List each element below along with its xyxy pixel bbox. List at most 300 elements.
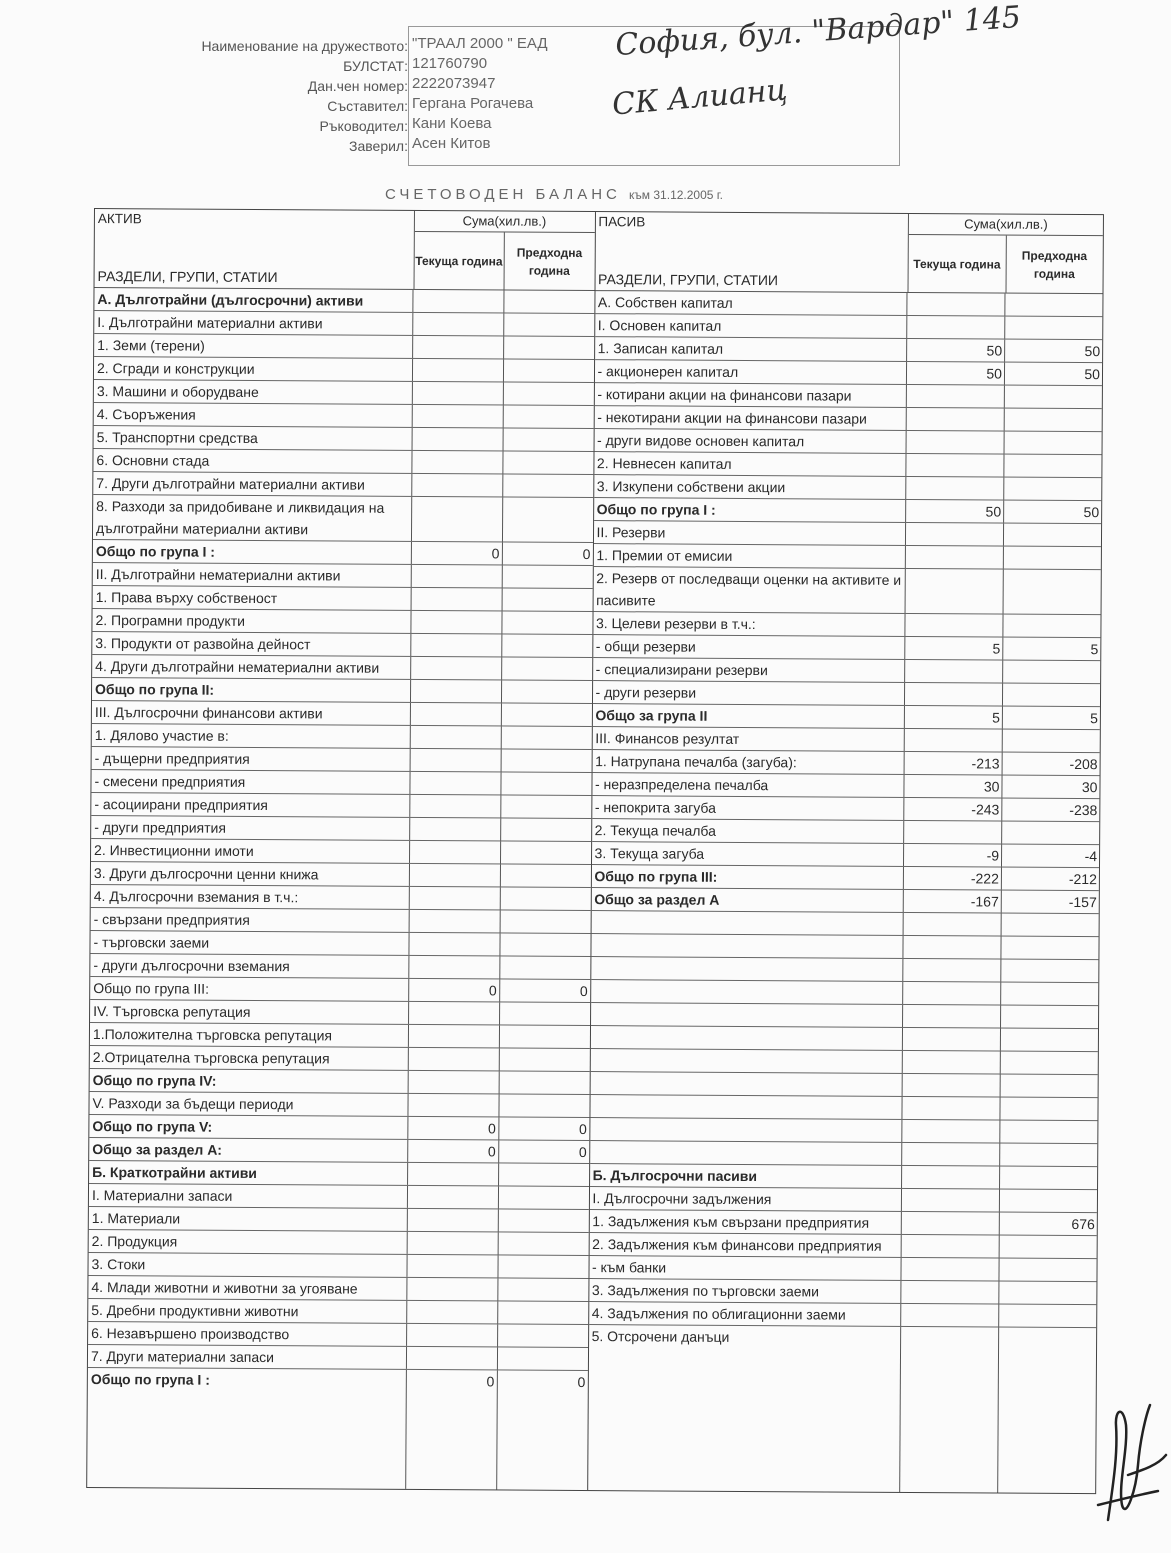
previous-year-value	[1001, 983, 1098, 1006]
assets-header-subtitle: РАЗДЕЛИ, ГРУПИ, СТАТИИ	[97, 268, 278, 286]
current-year-value	[902, 1120, 1000, 1143]
current-year-value	[410, 703, 501, 726]
table-row	[92, 632, 592, 658]
row-label: 6. Основни стада	[93, 449, 412, 473]
current-year-value	[907, 408, 1005, 431]
assets-col-current: Текуща година	[414, 232, 505, 290]
table-row	[92, 747, 592, 773]
previous-year-value	[999, 1305, 1096, 1328]
previous-year-value	[1000, 1121, 1097, 1144]
table-row	[89, 1161, 589, 1187]
row-label	[591, 980, 904, 1004]
current-year-value	[410, 841, 501, 864]
current-year-value	[412, 428, 503, 451]
previous-year-value	[503, 383, 593, 406]
previous-year-value	[1004, 570, 1101, 615]
current-year-value: 5	[905, 706, 1003, 729]
table-row	[89, 1115, 589, 1141]
table-row	[592, 796, 1100, 822]
row-label: Общо по група III:	[90, 977, 409, 1001]
table-row	[589, 1279, 1097, 1305]
row-label: I. Дълготрайни материални активи	[94, 311, 413, 335]
current-year-value	[904, 821, 1002, 844]
previous-year-value	[1003, 684, 1100, 707]
current-year-value	[412, 382, 503, 405]
table-row	[93, 586, 593, 612]
row-label: - акционерен капитал	[594, 360, 907, 384]
row-label: - други предприятия	[91, 816, 410, 840]
table-row	[90, 954, 590, 980]
row-label: 4. Задължения по облигационни заеми	[589, 1302, 902, 1326]
liabilities-col-current: Текуща година	[909, 235, 1007, 293]
table-row	[591, 888, 1099, 914]
current-year-value	[409, 864, 500, 887]
row-label	[590, 1049, 903, 1073]
current-year-value	[901, 1304, 999, 1327]
row-label: 3. Стоки	[88, 1253, 407, 1277]
row-label: 3. Машини и оборудване	[94, 380, 413, 404]
header-label: Дан.чен номер:	[307, 78, 408, 94]
previous-year-value	[504, 314, 594, 337]
row-label: - котирани акции на финансови пазари	[594, 383, 907, 407]
table-row	[591, 1003, 1099, 1029]
row-label: - свързани предприятия	[91, 908, 410, 932]
previous-year-value	[503, 452, 593, 475]
row-label: 8. Разходи за придобиване и ликвидация на дълготрайни материални активи	[93, 495, 412, 541]
row-label	[590, 1026, 903, 1050]
table-row	[90, 977, 590, 1003]
row-label: 5. Дребни продуктивни животни	[88, 1299, 407, 1323]
table-row	[593, 658, 1101, 684]
previous-year-value	[1005, 317, 1102, 340]
previous-year-value	[500, 887, 590, 910]
header-value: Кани Коева	[412, 115, 492, 132]
header-value: Асен Китов	[412, 135, 491, 152]
table-row	[94, 403, 594, 429]
current-year-value	[410, 680, 501, 703]
current-year-value: 5	[905, 637, 1003, 660]
row-label: 1. Премии от емисии	[593, 544, 906, 568]
table-row	[89, 1230, 589, 1256]
row-label: 1. Земи (терени)	[94, 334, 413, 358]
previous-year-value	[502, 498, 592, 543]
liabilities-side	[588, 212, 1103, 1493]
previous-year-value	[500, 933, 590, 956]
table-row	[593, 567, 1101, 615]
row-label: - други видове основен капитал	[594, 429, 907, 453]
table-row	[94, 334, 594, 360]
previous-year-value	[998, 1328, 1096, 1494]
row-label: 3. Задължения по търговски заеми	[589, 1279, 902, 1303]
row-label	[591, 911, 904, 935]
previous-year-value	[501, 680, 591, 703]
current-year-value	[902, 1097, 1000, 1120]
previous-year-value: 0	[578, 1143, 587, 1161]
row-label: 2. Текуща печалба	[592, 819, 905, 843]
current-year-value	[410, 726, 501, 749]
previous-year-value	[1001, 1052, 1098, 1075]
current-year-value: 50	[907, 339, 1005, 362]
current-year-value	[904, 913, 1002, 936]
current-year-value	[407, 1232, 498, 1255]
previous-year-value	[503, 429, 593, 452]
previous-year-value	[1005, 432, 1102, 455]
row-label: Общо по група I :	[594, 498, 907, 522]
previous-year-value	[999, 1282, 1096, 1305]
previous-year-value	[499, 1048, 589, 1071]
current-year-value	[413, 313, 504, 336]
current-year-value	[411, 611, 502, 634]
row-label: 1. Натрупана печалба (загуба):	[592, 750, 905, 774]
current-year-value	[411, 588, 502, 611]
previous-year-value	[499, 1025, 589, 1048]
row-label: - други дългосрочни вземания	[90, 954, 409, 978]
table-row	[94, 288, 594, 314]
current-year-value	[407, 1278, 498, 1301]
header-label: БУЛСТАТ:	[343, 58, 408, 74]
previous-year-value	[504, 291, 594, 314]
previous-year-value: 0	[579, 1120, 587, 1138]
table-row	[89, 1184, 589, 1210]
table-row	[92, 655, 592, 681]
row-label: 7. Други материални запаси	[88, 1345, 407, 1369]
row-label: 1. Права върху собственост	[93, 586, 412, 610]
current-year-value	[903, 1005, 1001, 1028]
handwritten-address: София, бул. "Вардар" 145	[614, 0, 1023, 64]
table-row	[594, 429, 1102, 455]
header-value: "ТРААЛ 2000 " ЕАД	[412, 35, 548, 52]
current-year-value	[406, 1347, 497, 1370]
table-row	[591, 842, 1099, 868]
row-label	[590, 1118, 903, 1142]
row-label: - смесени предприятия	[91, 770, 410, 794]
previous-year-value	[1005, 294, 1102, 317]
row-label: 2. Невнесен капитал	[594, 452, 907, 476]
previous-year-value	[501, 818, 591, 841]
table-row	[93, 495, 593, 543]
header-value: Гергана Рогачева	[412, 95, 534, 112]
row-label: Общо за раздел А	[591, 888, 904, 912]
current-year-value	[901, 1281, 999, 1304]
current-year-value: 50	[907, 362, 1005, 385]
header-label: Заверил:	[349, 138, 408, 154]
assets-rows	[87, 288, 594, 1490]
assets-sum-caption: Сума(хил.лв.)	[414, 211, 594, 233]
previous-year-value	[500, 956, 590, 979]
table-row	[91, 793, 591, 819]
previous-year-value	[1000, 1190, 1097, 1213]
row-label: 6. Незавършено производство	[88, 1322, 407, 1346]
row-label: Б. Краткотрайни активи	[89, 1161, 408, 1185]
row-label: Общо по група I :	[93, 540, 412, 564]
row-label: - специализирани резерви	[593, 658, 906, 682]
table-row	[90, 1000, 590, 1026]
balance-sheet-table	[86, 208, 1104, 1494]
table-row	[594, 406, 1102, 432]
row-label: 7. Други дълготрайни материални активи	[93, 472, 412, 496]
current-year-value	[906, 569, 1004, 614]
previous-year-value	[499, 1163, 589, 1186]
previous-year-value	[1001, 937, 1098, 960]
previous-year-value: 50	[1084, 343, 1101, 360]
previous-year-value	[502, 657, 592, 680]
table-row	[592, 773, 1100, 799]
header-label: Съставител:	[327, 98, 408, 114]
signature-mark	[1088, 1395, 1168, 1525]
table-row	[92, 701, 592, 727]
previous-year-value	[1000, 1098, 1097, 1121]
row-label: III. Дългосрочни финансови активи	[92, 701, 411, 725]
current-year-value	[902, 1143, 1000, 1166]
current-year-value	[412, 474, 503, 497]
row-label: - към банки	[589, 1256, 902, 1280]
previous-year-value	[1004, 455, 1101, 478]
row-label: 5. Отсрочени данъци	[588, 1325, 902, 1492]
current-year-value	[902, 1235, 1000, 1258]
row-label: Общо по група IV:	[90, 1069, 409, 1093]
row-label: - асоциирани предприятия	[91, 793, 410, 817]
table-row	[88, 1322, 588, 1348]
previous-year-value	[501, 726, 591, 749]
current-year-value	[903, 1028, 1001, 1051]
current-year-value	[905, 683, 1003, 706]
current-year-value	[907, 293, 1005, 316]
previous-year-value: 5	[1090, 710, 1098, 727]
table-row	[92, 609, 592, 635]
row-label	[591, 957, 904, 981]
current-year-value: 30	[904, 775, 1002, 798]
row-label: I. Основен капитал	[595, 314, 908, 338]
previous-year-value	[502, 612, 592, 635]
handwritten-org: СК Алианц	[610, 72, 789, 123]
table-row	[91, 908, 591, 934]
row-label: 3. Продукти от развойна дейност	[92, 632, 411, 656]
row-label	[590, 1141, 903, 1165]
table-row	[590, 1072, 1098, 1098]
table-row	[89, 1138, 589, 1164]
assets-header-title: АКТИВ	[97, 211, 142, 227]
previous-year-value	[501, 749, 591, 772]
table-row	[592, 819, 1100, 845]
document-title	[385, 186, 723, 203]
previous-year-value	[1004, 547, 1101, 570]
previous-year-value: -4	[1084, 848, 1098, 865]
current-year-value	[409, 933, 500, 956]
current-year-value	[903, 1074, 1001, 1097]
previous-year-value	[1002, 822, 1099, 845]
table-row	[594, 452, 1102, 478]
current-year-value	[413, 336, 504, 359]
current-year-value	[411, 634, 502, 657]
table-row	[588, 1325, 1096, 1493]
previous-year-value	[504, 337, 594, 360]
current-year-value	[407, 1209, 498, 1232]
row-label: - търговски заеми	[90, 931, 409, 955]
row-label: 1. Дялово участие в:	[92, 724, 411, 748]
current-year-value: -213	[905, 752, 1003, 775]
current-year-value	[905, 729, 1003, 752]
row-label: 4. Дългосрочни вземания в т.ч.:	[91, 885, 410, 909]
table-row	[592, 727, 1100, 753]
assets-col-previous: Предходна година	[516, 245, 583, 278]
assets-side	[87, 209, 595, 1490]
header-label: Ръководител:	[319, 118, 408, 134]
previous-year-value	[1000, 1167, 1097, 1190]
table-row	[93, 540, 593, 566]
table-row	[91, 862, 591, 888]
liabilities-sum-caption: Сума(хил.лв.)	[909, 214, 1103, 236]
previous-year-value: 5	[1090, 641, 1099, 658]
previous-year-value	[503, 360, 593, 383]
current-year-value	[902, 1212, 1000, 1235]
previous-year-value: -157	[1068, 893, 1097, 911]
previous-year-value	[498, 1232, 588, 1255]
previous-year-value	[498, 1209, 588, 1232]
row-label: - общи резерви	[593, 635, 906, 659]
table-row	[594, 498, 1102, 524]
previous-year-value: 30	[1081, 779, 1098, 796]
row-label	[590, 1072, 903, 1096]
current-year-value	[411, 497, 502, 542]
row-label: 3. Целеви резерви в т.ч.:	[593, 612, 906, 636]
row-label: 1. Материали	[89, 1207, 408, 1231]
previous-year-value	[501, 795, 591, 818]
current-year-value	[903, 982, 1001, 1005]
row-label	[590, 1095, 903, 1119]
table-row	[91, 816, 591, 842]
table-row	[594, 360, 1102, 386]
table-row	[93, 563, 593, 589]
current-year-value: -9	[904, 844, 1002, 867]
previous-year-value	[1005, 386, 1102, 409]
row-label: - дъщерни предприятия	[92, 747, 411, 771]
current-year-value	[407, 1324, 498, 1347]
title-sub: към 31.12.2005 г.	[629, 188, 724, 202]
table-row	[592, 704, 1100, 730]
table-row	[591, 934, 1099, 960]
table-row	[590, 1164, 1098, 1190]
table-row	[88, 1276, 588, 1302]
previous-year-value	[1004, 478, 1101, 501]
table-row	[591, 865, 1099, 891]
current-year-value	[903, 1051, 1001, 1074]
current-year-value: 0	[406, 1370, 498, 1490]
current-year-value	[410, 772, 501, 795]
current-year-value	[409, 1002, 500, 1025]
current-year-value	[409, 887, 500, 910]
current-year-value	[907, 431, 1005, 454]
current-year-value	[901, 1258, 999, 1281]
row-label: 2.Отрицателна търговска репутация	[90, 1046, 409, 1070]
current-year-value	[410, 749, 501, 772]
previous-year-value	[498, 1186, 588, 1209]
current-year-value	[906, 523, 1004, 546]
table-row	[590, 1141, 1098, 1167]
current-year-value	[411, 565, 502, 588]
table-row	[94, 357, 594, 383]
current-year-value	[408, 1094, 499, 1117]
previous-year-value	[999, 1259, 1096, 1282]
previous-year-value	[500, 1002, 590, 1025]
current-year-value	[408, 1071, 499, 1094]
row-label: III. Финансов резултат	[592, 727, 905, 751]
table-row	[589, 1233, 1097, 1259]
previous-year-value	[1001, 960, 1098, 983]
current-year-value	[907, 385, 1005, 408]
row-label: - други резерви	[592, 681, 905, 705]
table-row	[591, 911, 1099, 937]
current-year-value: 0	[408, 1140, 499, 1163]
table-row	[591, 980, 1099, 1006]
previous-year-value	[501, 772, 591, 795]
table-row	[593, 544, 1101, 570]
current-year-value	[409, 910, 500, 933]
table-row	[89, 1207, 589, 1233]
current-year-value	[412, 451, 503, 474]
table-row	[93, 449, 593, 475]
current-year-value	[407, 1301, 498, 1324]
table-row	[594, 475, 1102, 501]
row-label: V. Разходи за бъдещи периоди	[89, 1092, 408, 1116]
row-label: 4. Други дълготрайни нематериални активи	[92, 655, 411, 679]
row-label	[591, 934, 904, 958]
current-year-value	[408, 1048, 499, 1071]
previous-year-value	[498, 1278, 588, 1301]
current-year-value	[906, 454, 1004, 477]
previous-year-value	[497, 1347, 587, 1370]
header-value: 2222073947	[412, 75, 496, 92]
previous-year-value	[1003, 615, 1100, 638]
table-row	[590, 1095, 1098, 1121]
table-row	[589, 1210, 1097, 1236]
title-main: СЧЕТОВОДЕН БАЛАНС	[385, 186, 621, 203]
row-label: - непокрита загуба	[592, 796, 905, 820]
row-label: 4. Млади животни и животни за угояване	[88, 1276, 407, 1300]
header-values	[412, 34, 632, 154]
current-year-value	[408, 1025, 499, 1048]
current-year-value	[905, 660, 1003, 683]
row-label: 4. Съоръжения	[94, 403, 413, 427]
current-year-value	[906, 477, 1004, 500]
current-year-value	[413, 290, 504, 313]
current-year-value	[411, 657, 502, 680]
previous-year-value	[500, 910, 590, 933]
previous-year-value: 0	[579, 982, 588, 1000]
previous-year-value	[1005, 409, 1102, 432]
previous-year-value: 0	[577, 1373, 586, 1391]
current-year-value: 50	[906, 500, 1004, 523]
table-row	[592, 681, 1100, 707]
row-label: IV. Търговска репутация	[90, 1000, 409, 1024]
table-row	[94, 311, 594, 337]
table-row	[88, 1299, 588, 1325]
table-row	[88, 1345, 588, 1371]
liabilities-header-subtitle: РАЗДЕЛИ, ГРУПИ, СТАТИИ	[598, 271, 779, 289]
current-year-value: 0	[409, 979, 500, 1002]
previous-year-value	[501, 703, 591, 726]
row-label: 2. Сгради и конструкции	[94, 357, 413, 381]
row-label: Общо по група V:	[89, 1115, 408, 1139]
current-year-value	[409, 956, 500, 979]
current-year-value	[407, 1186, 498, 1209]
row-label	[591, 1003, 904, 1027]
table-row	[595, 291, 1103, 317]
current-year-value	[902, 1166, 1000, 1189]
previous-year-value	[1001, 1029, 1098, 1052]
liabilities-rows	[588, 291, 1103, 1493]
table-row	[589, 1256, 1097, 1282]
header-labels	[150, 36, 408, 156]
